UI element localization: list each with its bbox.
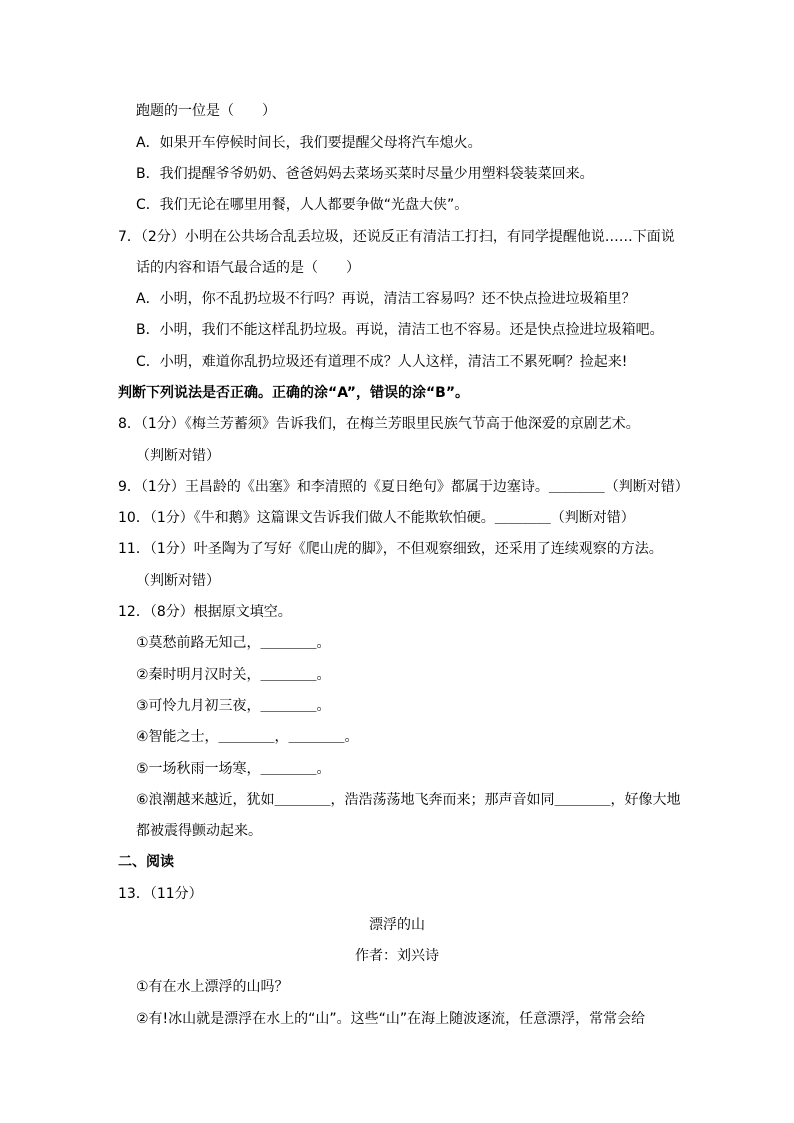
article-title: 漂浮的山 [369, 917, 425, 933]
question-11: 11．（1分）叶圣陶为了写好《爬山虎的脚》，不但观察细致，还采用了连续观察的方法。 [118, 541, 663, 557]
question-6-option-c: C．我们无论在哪里用餐，人人都要争做“光盘大侠”。 [136, 197, 469, 213]
question-7-option-b: B．小明，我们不能这样乱扔垃圾。再说，清洁工也不容易。还是快点捡进垃圾箱吧。 [136, 322, 664, 338]
question-12-item-4: ④智能之士，＿＿＿＿，＿＿＿＿。 [136, 729, 359, 745]
question-6-option-b: B．我们提醒爷爷奶奶、爸爸妈妈去菜场买菜时尽量少用塑料袋装菜回来。 [136, 166, 594, 182]
question-7-stem-cont: 话的内容和语气最合适的是（ ） [136, 260, 360, 276]
question-12-item-2: ②秦时明月汉时关，＿＿＿＿。 [136, 667, 331, 683]
question-6-option-a: A．如果开车停候时间长，我们要提醒父母将汽车熄火。 [136, 135, 482, 151]
question-12-item-1: ①莫愁前路无知己，＿＿＿＿。 [136, 635, 331, 651]
question-11-judge: （判断对错） [136, 573, 220, 589]
question-13: 13．（11分） [118, 886, 203, 902]
question-12: 12．（8分）根据原文填空。 [118, 604, 292, 620]
question-6-stem-tail: 跑题的一位是（ ） [136, 103, 276, 119]
question-12-item-5: ⑤一场秋雨一场寒，＿＿＿＿。 [136, 761, 331, 777]
question-10: 10．（1分）《牛和鹅》这篇课文告诉我们做人不能欺软怕硬。＿＿＿＿（判断对错） [118, 510, 635, 526]
question-12-item-6-cont: 都被震得颤动起来。 [136, 823, 262, 839]
question-8-judge: （判断对错） [136, 448, 220, 464]
question-7-option-a: A．小明，你不乱扔垃圾不行吗？再说，清洁工容易吗？还不快点捡进垃圾箱里？ [136, 291, 636, 307]
question-9: 9．（1分）王昌龄的《出塞》和李清照的《夏日绝句》都属于边塞诗。＿＿＿＿（判断对错） [118, 479, 689, 495]
question-12-item-3: ③可怜九月初三夜，＿＿＿＿。 [136, 698, 331, 714]
question-12-item-6: ⑥浪潮越来越近，犹如＿＿＿＿，浩浩荡荡地飞奔而来；那声音如同＿＿＿＿，好像大地 [136, 792, 681, 808]
section-heading-reading: 二、阅读 [118, 854, 174, 870]
article-paragraph-2: ②有!冰山就是漂浮在水上的“山”。这些“山”在海上随波逐流，任意漂浮，常常会给 [136, 1011, 646, 1027]
article-author: 作者：刘兴诗 [355, 948, 439, 964]
question-7-stem: 7．（2分）小明在公共场合乱丢垃圾，还说反正有清洁工打扫，有同学提醒他说……下面说 [118, 229, 675, 245]
question-7-option-c: C．小明，难道你乱扔垃圾还有道理不成？人人这样，清洁工不累死啊？捡起来! [136, 354, 628, 370]
section-instruction: 判断下列说法是否正确。正确的涂“A”，错误的涂“B”。 [118, 385, 470, 401]
question-8: 8．（1分）《梅兰芳蓄须》告诉我们，在梅兰芳眼里民族气节高于他深爱的京剧艺术。 [118, 416, 640, 432]
article-paragraph-1: ①有在水上漂浮的山吗？ [136, 979, 289, 995]
